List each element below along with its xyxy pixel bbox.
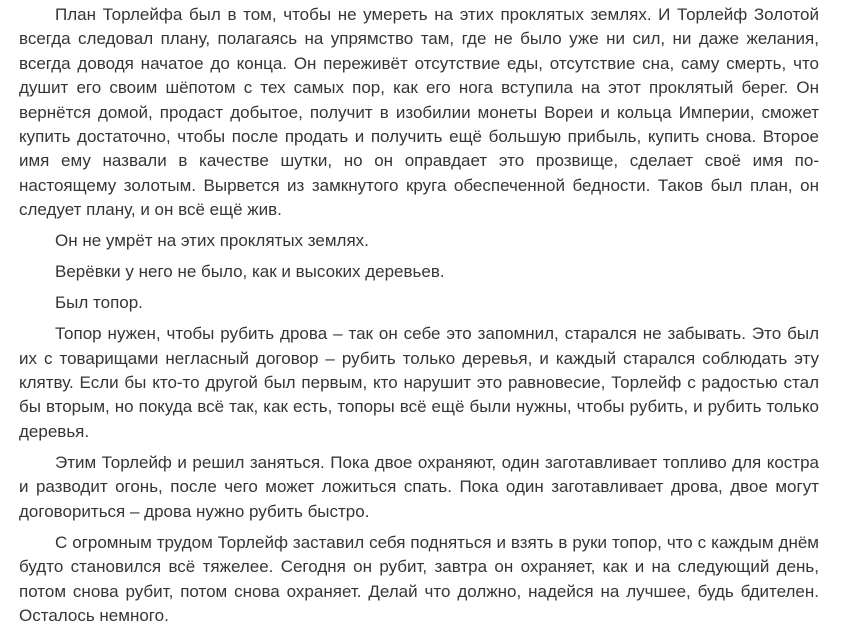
paragraph: С огромным трудом Торлейф заставил себя подняться и взять в руки топор, что с каждым днём будто становился всё тяжелее. Сегодня он рубит, завтра он охраняет, как и на следующий день, потом снова рубит, потом снова охраняет. Делай что должно, надейся на лучшее, будь бдителен. Осталось немного. — [19, 532, 819, 625]
paragraph: План Торлейфа был в том, чтобы не умереть на этих проклятых землях. И Торлейф Золотой всегда следовал плану, полагаясь на упрямство там, где не было уже ни сил, ни даже желания, всегда доводя начатое до конца. Он переживёт отсутствие еды, отсутствие сна, саму смерть, что душит его своим шёпотом с тех самых пор, как его нога вступила на этот проклятый берег. Он вернётся домой, продаст добытое, получит в изобилии монеты Вореи и кольца Империи, сможет купить достаточно, чтобы после продать и получить ещё большую прибыль, купить снова. Второе имя ему назвали в качестве шутки, но он оправдает это прозвище, сделает своё имя по-настоящему золотым. Вырвется из замкнутого круга обеспеченной бедности. Таков был план, он следует плану, и он всё ещё жив. — [19, 5, 819, 220]
paragraph: Этим Торлейф и решил заняться. Пока двое охраняют, один заготавливает топливо для костра и разводит огонь, после чего может ложиться спать. Пока один заготавливает дрова, двое могут договориться – дрова нужно рубить быстро. — [19, 452, 819, 521]
paragraph: Он не умрёт на этих проклятых землях. — [55, 231, 369, 251]
paragraph: Был топор. — [55, 293, 143, 313]
paragraph: Топор нужен, чтобы рубить дрова – так он себе это запомнил, старался не забывать. Это был их с товарищами негласный договор – рубить только деревья, и каждый старался соблюдать эту клятву. Если бы кто-то другой был первым, кто нарушит это равновесие, Торлейф с радостью стал бы вторым, но покуда всё так, как есть, топоры всё ещё были нужны, чтобы рубить, и рубить только деревья. — [19, 324, 819, 441]
paragraph: Верёвки у него не было, как и высоких деревьев. — [55, 262, 445, 282]
